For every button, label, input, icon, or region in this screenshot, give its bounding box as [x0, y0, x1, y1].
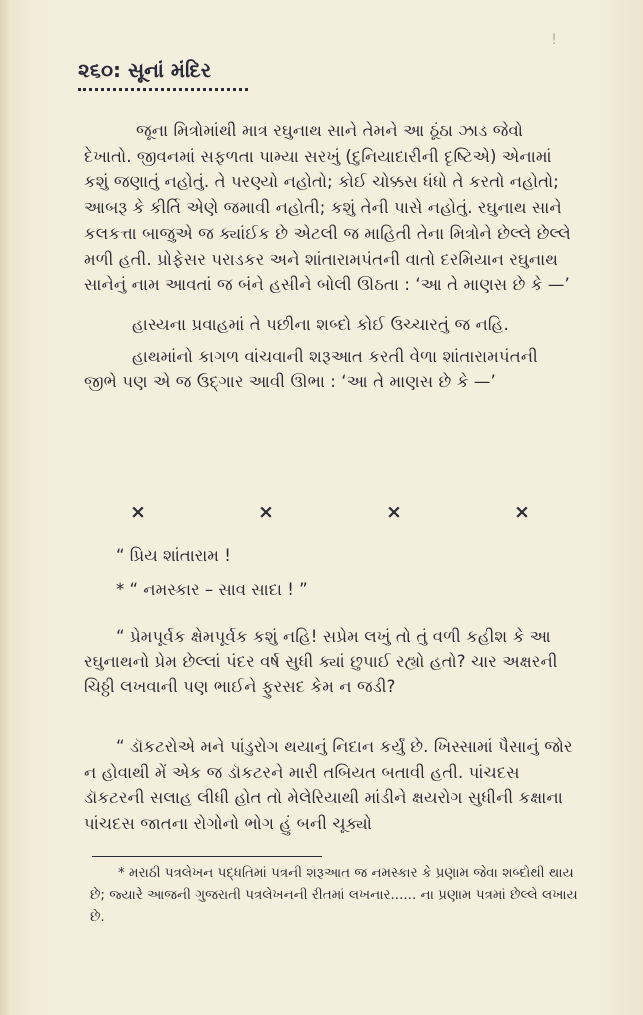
- section-separator: [130, 501, 530, 523]
- paragraph-2: હાસ્યના પ્રવાહમાં તે પછીના શબ્દો કોઈ ઉચ્ચારતું જ નહિ.: [132, 315, 509, 334]
- header-dotted-rule: [78, 88, 248, 91]
- separator-mark: ×: [514, 501, 530, 523]
- footnote: * મરાઠી પત્રલેખન પદ્ધતિમાં પત્રની શરૂઆત જ નમસ્કાર કે પ્રણામ જેવા શબ્દોથી થાય છે; જ્યારે આજની ગુજરાતી પત્રલેખનની રીતમાં લખનાર...... ના પ્રણામ પત્રમાં છેલ્લે લખાય છે.: [90, 865, 578, 925]
- letter-paragraph-2: “ ડૉકટરોએ મને પાંડુરોગ થયાનું નિદાન કર્યું છે. ખિસ્સામાં પૈસાનું જોર ન હોવાથી મેં એક જ ડૉકટરને મારી તબિયત બતાવી હતી. પાંચદસ ડૉકટરની સલાહ લીધી હોત તો મેલેરિયાથી માંડીને ક્ષયરોગ સુધીની કક્ષાના પાંચદસ જાતના રોગોનો ભોગ હું બની ચૂક્યો: [84, 737, 573, 833]
- separator-mark: ×: [130, 501, 146, 523]
- letter-paragraph-1: “ પ્રેમપૂર્વક ક્ષેમપૂર્વક કશું નહિ! સપ્રેમ લખું તો તું વળી કહીશ કે આ રઘુનાથનો પ્રેમ છેલ્લાં પંદર વર્ષ સુધી ક્યાં છુપાઈ રહ્યો હતો? ચાર અક્ષરની ચિઠ્ઠી લખવાની પણ ભાઈને ફુરસદ કેમ ન જડી?: [84, 627, 558, 696]
- paragraph-1: જૂના મિત્રોમાંથી માત્ર રઘુનાથ સાને તેમને આ ઠૂંઠા ઝાડ જેવો દેખાતો. જીવનમાં સફળતા પામ્યા સરખું (દુનિયાદારીની દૃષ્ટિએ) એનામાં કશું જણાતું નહોતું. તે પરણ્યો નહોતો; કોઈ ચોક્કસ ધંધો તે કરતો નહોતો; આબરૂ કે કીર્તિ એણે જમાવી નહોતી; કશું તેની પાસે નહોતું. રઘુનાથ સાને કલકત્તા બાજુએ જ ક્યાંઈક છે એટલી જ માહિતી તેના મિત્રોને છેલ્લે છેલ્લે મળી હતી. પ્રોફેસર પરાડકર અને શાંતારામપંતની વાતો દરમિયાન રઘુનાથ સાનેનું નામ આવતાં જ બંને હસીને બોલી ઊઠતા : ‘આ તે માણસ છે કે —’: [84, 121, 571, 295]
- page-edge-shadow: [0, 0, 10, 1015]
- separator-mark: ×: [386, 501, 402, 523]
- page-header: ૨૬૦: સૂનાં મંદિર: [78, 58, 212, 82]
- separator-mark: ×: [258, 501, 274, 523]
- paragraph-3: હાથમાંનો કાગળ વાંચવાની શરૂઆત કરતી વેળા શાંતારામપંતની જીભે પણ એ જ ઉદ્ગાર આવી ઊભા : ‘આ તે માણસ છે કે —’: [84, 347, 538, 391]
- letter-salutation: “ પ્રિય શાંતારામ !: [116, 546, 231, 565]
- footnote-rule: [92, 856, 322, 857]
- letter-greeting-footnoted: * “ નમસ્કાર – સાવ સાદા ! ”: [116, 580, 308, 599]
- corner-mark: ǃ: [552, 32, 557, 48]
